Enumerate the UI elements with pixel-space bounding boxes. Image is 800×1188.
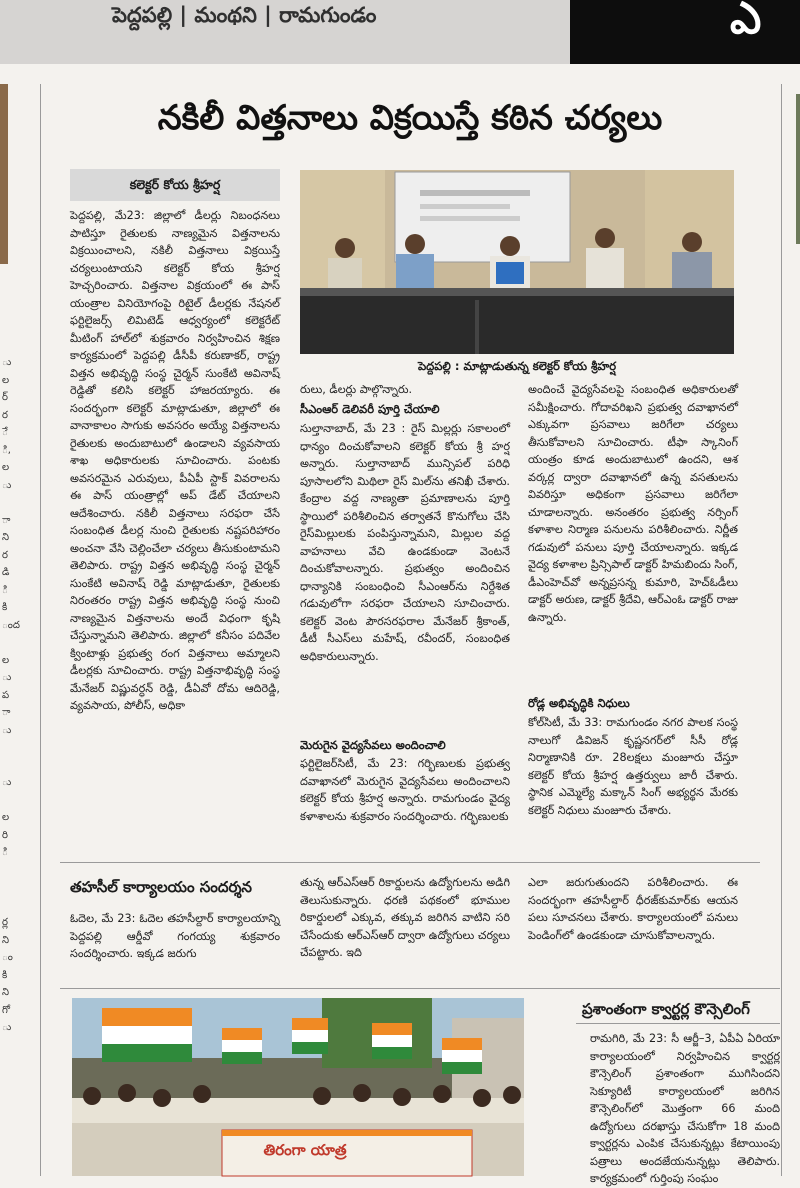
banner-title: తిరంగా యాత్ర: [263, 1141, 347, 1159]
left-fragment-line: ప: [2, 689, 10, 701]
left-fragment-line: [2, 634, 20, 652]
left-fragment-line: ని: [2, 934, 10, 946]
left-fragment-line: డి: [2, 567, 10, 578]
left-fragment-line: ర్ల: [2, 917, 8, 928]
article-column-3-body: అందించే వైద్యసేవలపై సంబంధిత అధికారులతో సమీక్షించారు. గోదావరిఖని ప్రభుత్వ దవాఖానలో ఎక్కువగా ప్రసవాలు జరిగేలా చర్యలు తీసుకోవాలని సూచించారు. టీఫా స్కానింగ్ యంత్రం కూడ అందుబాటులో ఉందని, ఆశ వర్కర్ల ద్వారా దవాఖానలో ఉన్న వసతులను వివరిస్తూ అధికంగా ప్రసవాలు జరిగేలా చూడాలన్నారు. అనంతరం ప్రభుత్వ నర్సింగ్ కళాశాల నిర్మాణ పనులను పరిశీలించారు. నిర్ణీత గడువులో పనులు పూర్తి చేయాలన్నారు. ఇక్కడ వైద్య కళాశాల ప్రిన్సిపాల్ డాక్టర్ హిమబిందు సింగ్, డీఎంహెచ్‌వో అన్నప్రసన్న కుమారి, హెచ్‌ఓడీలు డాక్టర్ అరుణ, డాక్టర్ శ్రీదేవి, ఆర్‌ఎంఓ డాక్టర్ రాజు ఉన్నారు.: [528, 383, 738, 624]
tahsil-column-1: ఓదెల, మే 23: ఓదెల తహసీల్దార్ కార్యాలయాన్ని పెద్దపల్లి ఆర్డీవో గంగయ్య శుక్రవారం సందర్శించారు. ఇక్కడ జరుగు: [70, 912, 280, 960]
masthead-block: [570, 0, 800, 64]
photo-caption: పెద్దపల్లి : మాట్లాడుతున్న కలెక్టర్ కోయ శ్రీహర్ష: [417, 359, 617, 373]
left-fragment-line: ర: [2, 409, 8, 421]
subheading-medical-services: మెరుగైన వైద్యసేవలు అందించాలి: [300, 738, 446, 752]
left-photo-fragment: [0, 84, 8, 264]
subheading-road-funds: రోడ్ల అభివృద్ధికి నిధులు: [528, 696, 630, 710]
newspaper-logo: ఎ: [730, 0, 762, 44]
left-fragment-line: ి: [2, 847, 8, 858]
left-fragment-line: ు: [2, 777, 12, 788]
left-fragment-line: గో: [2, 1004, 10, 1016]
left-fragment-line: ు: [2, 357, 12, 368]
left-fragment-line: [2, 739, 20, 757]
article-separator-2: [60, 988, 780, 989]
meeting-photo-art: [300, 170, 734, 354]
left-fragment-line: ర: [2, 549, 8, 561]
left-fragment-line: ం: [2, 952, 13, 963]
subheading-cmr-delivery: సీఎంఆర్ డెలివరీ పూర్తి చేయాలి: [300, 402, 440, 416]
left-text-fragment: [2, 354, 20, 1037]
left-fragment-line: ని: [2, 987, 10, 998]
left-fragment-line: ర్: [2, 392, 8, 403]
left-fragment-line: ల: [2, 812, 10, 823]
left-fragment-line: ు: [2, 672, 12, 683]
article-column-2-end: ఫర్టిలైజర్‌సిటీ, మే 23: గర్భిణులకు ప్రభుత్వ దవాఖానలో మెరుగైన వైద్యసేవలు అందించాలని కలెక్టర్ కోయ శ్రీహర్ష అన్నారు. రామగుండం వైద్య కళాశాలను శుక్రవారం సందర్శించారు. గర్భిణులకు: [300, 757, 510, 823]
column-rule-right: [781, 84, 782, 1176]
left-fragment-line: [2, 494, 20, 512]
left-fragment-line: ల: [2, 374, 10, 386]
article-separator: [60, 862, 760, 863]
tahsil-headline: తహసీల్ కార్యాలయం సందర్శన: [70, 878, 252, 896]
article-column-1: పెద్దపల్లి, మే23: జిల్లాలో డీలర్లు నిబంధనలు పాటిస్తూ రైతులకు నాణ్యమైన విత్తనాలను విక్రయించాలని, నకిలీ విత్తనాలు విక్రయిస్తే చర్యలుంటాయని కలెక్టర్ కోయ శ్రీహర్ష హెచ్చరించారు. విత్తనాల విక్రయంలో ఈ పాస్ యంత్రాల వినియోగంపై రిటైల్ డీలర్లకు నేషనల్ ఫర్టిలైజర్స్ లిమిటెడ్ ఆధ్వర్యంలో కలెక్టరేట్ మీటింగ్ హాల్‌లో శుక్రవారం నిర్వహించిన శిక్షణ కార్యక్రమంలో పెద్దపల్లి డీసీపీ కరుణాకర్, రాష్ట్ర విత్తన అభివృద్ధి సంస్థ చైర్మన్ సుంకేటి అవినాష్ రెడ్డితో కలిసి కలెక్టర్ హాజరయ్యారు. ఈ సందర్భంగా కలెక్టర్ మాట్లాడుతూ, జిల్లాలో ఈ వానాకాలం సాగుకు అవసరం అయ్యే విత్తనాలను రైతులకు అందుబాటులో ఉండాలని వ్యవసాయ శాఖ అధికారులకు సూచించారు. పంటకు అవసరమైన ఎరువులు, పీఏపీ స్టాక్ వివరాలను ఈ పాస్ యంత్రాల్లో అప్ డేట్ చేయాలని ఆదేశించారు. నకిలీ విత్తనాలు సరఫరా చేసే సంబంధిత డీలర్ల నుంచి రైతులకు నష్టపరిహారం అంచనా వేసి చెల్లించేలా చర్యలు తీసుకుంటామని తెలిపారు. రాష్ట్ర విత్తన అభివృద్ధి సంస్థ చైర్మన్ సుంకేటి అవినాష్ రెడ్డి మాట్లాడుతూ, రైతులకు నిరంతరం రాష్ట్ర విత్తన అభివృద్ధి సంస్థ నుంచి నాణ్యమైన విత్తనాలను అందే విధంగా కృషి చేస్తున్నామని తెలిపారు. జిల్లాలో కనీసం పదివేల క్వింటాళ్లు ప్రభుత్వ రంగ విత్తనాలు అమ్మాలని డీలర్లకు సూచించారు. రాష్ట్ర విత్తనాభివృద్ధి సంస్థ మేనేజర్ విష్ణువర్ధన్ రెడ్డి, డీఏవో దోమ ఆదిరెడ్డి, వ్యవసాయ, పోలీస్, అధికా: [70, 209, 280, 712]
left-fragment-line: ల: [2, 654, 10, 666]
left-fragment-line: ు: [2, 724, 12, 736]
article-column-3-end: కోల్‌సిటీ, మే 33: రామగుండం నగర పాలక సంస్థ నాలుగో డివిజన్ కృష్ణనగర్‌లో సీసీ రోడ్ల నిర్మాణానికి రూ. 28లక్షలు మంజూరు చేస్తూ కలెక్టర్ కోయ శ్రీహర్ష ఉత్తర్వులు జారీ చేశారు. స్థానిక ఎమ్మెల్యే మక్కాన్ సింగ్ అభ్యర్థన మేరకు కలెక్టర్ నిధులు మంజూరు చేశారు.: [528, 716, 738, 817]
quarters-counselling-headline: ప్రశాంతంగా క్వార్టర్ల కౌన్సెలింగ్: [582, 1000, 750, 1018]
left-fragment-line: [2, 862, 20, 880]
left-fragment-line: [2, 879, 20, 897]
article-column-2-body: సుల్తానాబాద్, మే 23 : రైస్ మిల్లర్లు సకాలంలో ధాన్యం దించుకోవాలని కలెక్టర్ కోయ శ్రీ హర్ష అన్నారు. సుల్తానాబాద్ మున్సిపల్ పరిధి పూసాలలోని మిథిలా రైస్ మిల్‌ను తనిఖీ చేశారు. కేంద్రాల వద్ద నాణ్యతా ప్రమాణాలను పూర్తి స్థాయిలో పరిశీలించిన తర్వాతనే కొనుగోలు చేసి రైస్‌మిల్లులకు పంపిస్తున్నామని, మిల్లుల వద్ద వాహనాలు వేచి ఉండకుండా వెంటనే దించుకోవాలన్నారు. ప్రభుత్వం అందించిన ధాన్యానికి సంబంధించి సీఎంఆర్‌ను నిర్దేశిత గడువులోగా సరఫరా చేయాలని సూచించారు. కలెక్టర్ వెంట పౌరసరఫరాల మేనేజర్ శ్రీకాంత్, డీటీ సీఎస్‌లు మహేష్, రవీందర్, సంబంధిత అధికారులున్నారు.: [300, 422, 510, 663]
column-rule-left: [40, 84, 41, 1176]
left-fragment-line: ు: [2, 1022, 12, 1033]
left-fragment-line: ా: [2, 707, 11, 718]
left-fragment-line: ా: [2, 514, 11, 526]
left-margin-fragment: [0, 64, 34, 1176]
left-fragment-line: [2, 792, 20, 810]
left-fragment-line: ని: [2, 532, 10, 543]
left-fragment-line: కి: [2, 602, 8, 613]
left-fragment-line: ల: [2, 462, 10, 473]
left-fragment-line: కి: [2, 969, 8, 981]
meeting-photo: [300, 170, 734, 354]
tahsil-column-3: ఎలా జరుగుతుందని పరిశీలించారు. ఈ సందర్భంగా తహసీల్దార్ ధీరజ్‌కుమార్‌కు ఆయన పలు సూచనలు చేశారు. కార్యాలయంలో పనులు పెండింగ్‌లో ఉండకుండా చూసుకోవాలన్నారు.: [528, 876, 738, 942]
left-fragment-line: [2, 757, 20, 775]
left-fragment-line: [2, 897, 20, 915]
article-headline: నకిలీ విత్తనాలు విక్రయిస్తే కఠిన చర్యలు: [157, 98, 663, 138]
left-fragment-line: రి: [2, 829, 8, 841]
quarters-headline-rule: [576, 1023, 780, 1024]
article-byline: కలెక్టర్ కోయ శ్రీహర్ష: [70, 169, 280, 201]
quarters-counselling-body: రామగిరి, మే 23: సీ ఆర్జీ–3, ఏపీఏ ఏరియా కార్యాలయంలో నిర్వహించిన క్వార్టర్ల కౌన్సెలింగ్ ప్రశాంతంగా ముగిసిందని సెక్యూరిటీ కార్యాలయంలో జరిగిన కౌన్సెలింగ్‌లో మొత్తంగా 66 మంది ఉద్యోగులు దరఖాస్తు చేసుకోగా 18 మంది క్వార్టర్లను ఎంపిక చేసుకున్నట్లు కేటాయింపు పత్రాలు అందజేయనున్నట్లు తెలిపారు. కార్యక్రమంలో గుర్తింపు సంఘం: [590, 1032, 780, 1185]
section-title: పెద్దపల్లి | మంథని | రామగుండం: [112, 3, 377, 27]
tahsil-column-2: తున్న ఆర్‌ఎస్‌ఆర్ రికార్డులను ఉద్యోగులను అడిగి తెలుసుకున్నారు. ధరణి పథకంలో భూముల రికార్డులలో ఎక్కువ, తక్కువ జరిగిన వాటిని సరి చేసేందుకు ఆర్‌ఎస్‌ఆర్ ద్వారా ఉద్యోగులు చర్యలు చేపట్టారు. ఇది: [300, 876, 510, 959]
left-fragment-line: ు: [2, 479, 12, 491]
left-fragment-line: ి,: [2, 444, 11, 456]
article-column-2-intro: రులు, డీలర్లు పాల్గొన్నారు.: [300, 383, 413, 396]
left-fragment-line: ే: [2, 427, 8, 438]
left-fragment-line: ంద: [2, 619, 20, 631]
right-photo-fragment: [796, 94, 800, 244]
left-fragment-line: ి: [2, 584, 8, 596]
